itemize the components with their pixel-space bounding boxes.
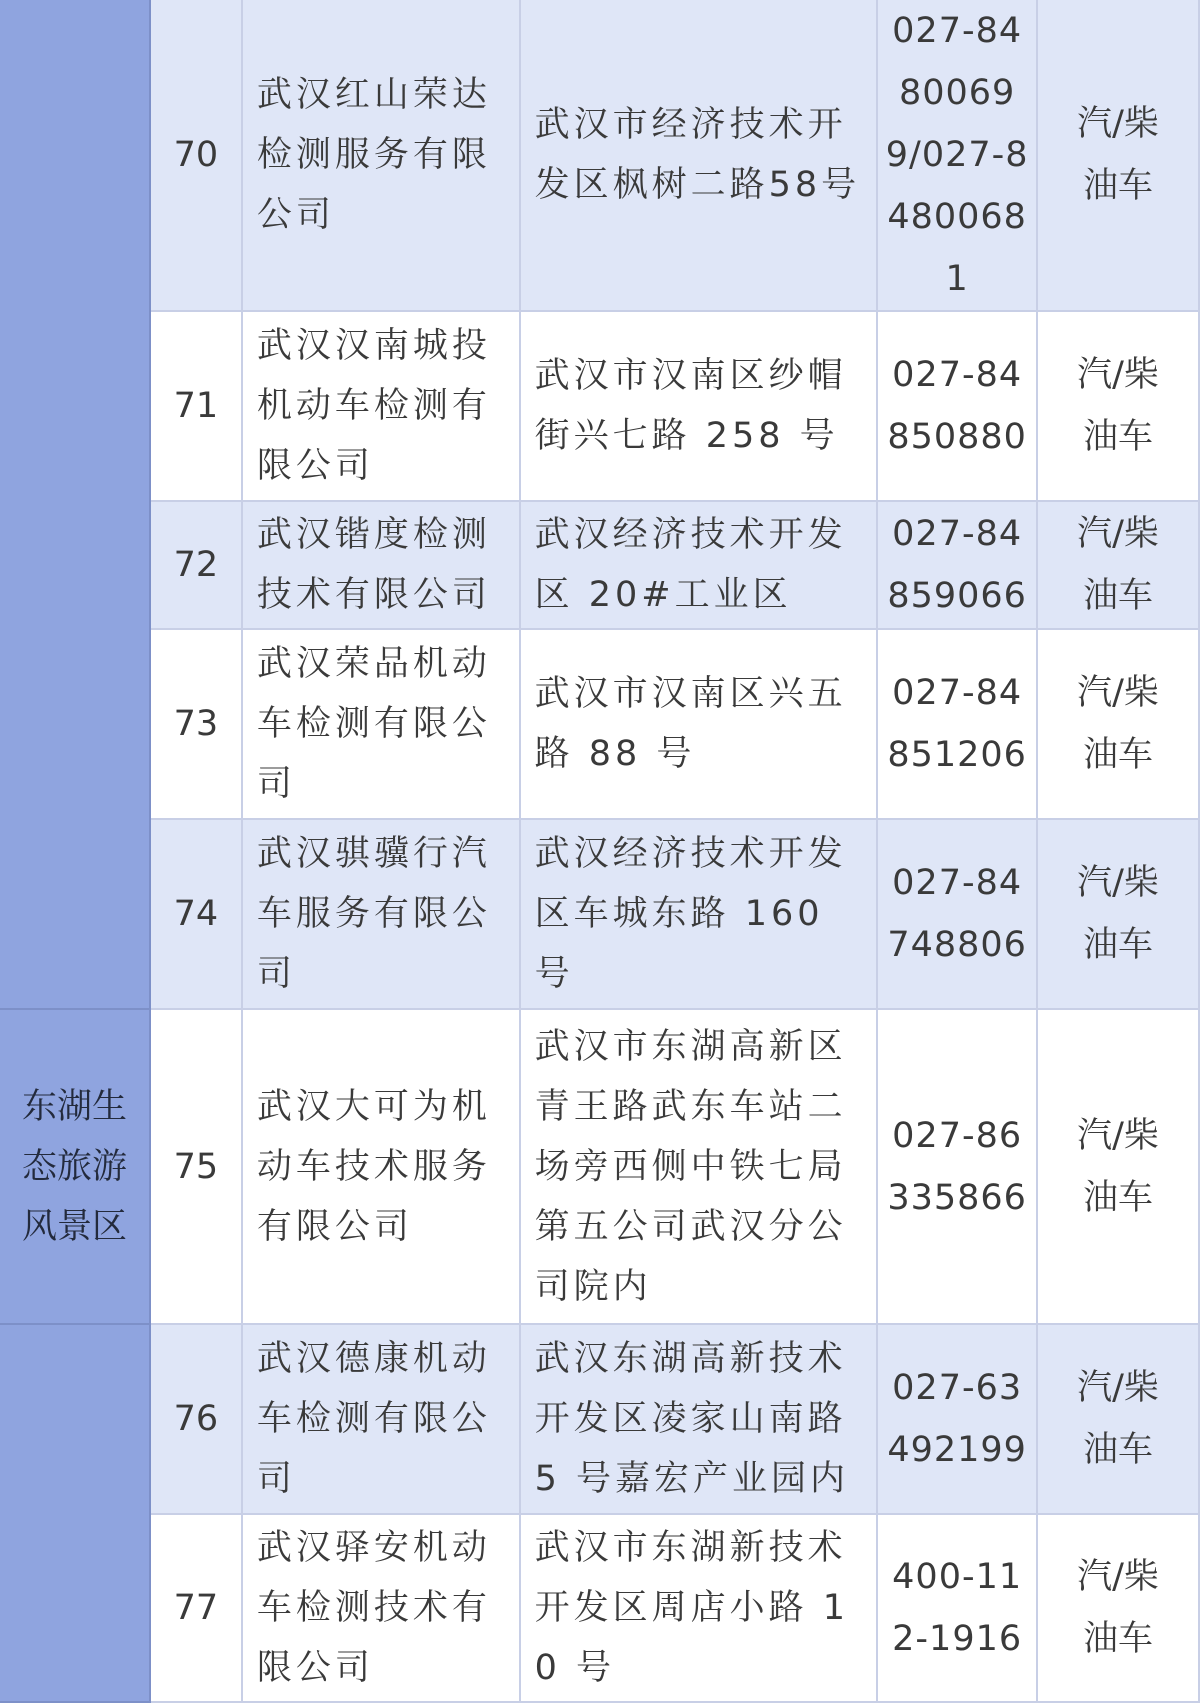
company-name: 武汉荣品机动车检测有限公司 (242, 629, 520, 819)
vehicle-type: 汽/柴 油车 (1037, 1009, 1199, 1324)
table-row (0, 629, 1199, 819)
vehicle-type: 汽/柴 油车 (1037, 819, 1199, 1009)
row-number: 71 (150, 311, 242, 501)
phone-number: 400-112-1916 (877, 1514, 1037, 1702)
company-address: 武汉市东湖新技术开发区周店小路 10 号 (520, 1514, 878, 1702)
vehicle-type: 汽/柴 油车 (1037, 311, 1199, 501)
region-name: 东湖生态旅游风景区 (0, 1009, 150, 1324)
table-row (0, 1009, 1199, 1324)
company-address: 武汉东湖高新技术开发区凌家山南路 5 号嘉宏产业园内 (520, 1324, 878, 1514)
company-address: 武汉经济技术开发区车城东路 160 号 (520, 819, 878, 1009)
company-name: 武汉红山荣达检测服务有限公司 (242, 0, 520, 311)
company-name: 武汉德康机动车检测有限公司 (242, 1324, 520, 1514)
phone-number: 027-84851206 (877, 629, 1037, 819)
vehicle-type: 汽/柴 油车 (1037, 1324, 1199, 1514)
table-row (0, 819, 1199, 1009)
company-name: 武汉锴度检测技术有限公司 (242, 501, 520, 629)
company-address: 武汉市汉南区兴五路 88 号 (520, 629, 878, 819)
table-row (0, 0, 1199, 311)
phone-number: 027-84748806 (877, 819, 1037, 1009)
company-address: 武汉市经济技术开发区枫树二路58号 (520, 0, 878, 311)
phone-number: 027-84859066 (877, 501, 1037, 629)
row-number: 74 (150, 819, 242, 1009)
vehicle-type: 汽/柴 油车 (1037, 629, 1199, 819)
phone-number: 027-86335866 (877, 1009, 1037, 1324)
row-number: 70 (150, 0, 242, 311)
region-cell-lower (0, 1324, 150, 1702)
company-name: 武汉骐骥行汽车服务有限公司 (242, 819, 520, 1009)
company-address: 武汉经济技术开发区 20#工业区 (520, 501, 878, 629)
company-name: 武汉汉南城投机动车检测有限公司 (242, 311, 520, 501)
company-address: 武汉市汉南区纱帽街兴七路 258 号 (520, 311, 878, 501)
row-number: 75 (150, 1009, 242, 1324)
region-cell-upper (0, 0, 150, 1009)
table-row (0, 311, 1199, 501)
phone-number: 027-84800699/027-84800681 (877, 0, 1037, 311)
vehicle-type: 汽/柴 油车 (1037, 501, 1199, 629)
row-number: 77 (150, 1514, 242, 1702)
table-row (0, 1324, 1199, 1514)
vehicle-type: 汽/柴 油车 (1037, 1514, 1199, 1702)
row-number: 76 (150, 1324, 242, 1514)
company-address: 武汉市东湖高新区青王路武东车站二场旁西侧中铁七局第五公司武汉分公司院内 (520, 1009, 878, 1324)
vehicle-type: 汽/柴 油车 (1037, 0, 1199, 311)
table-row (0, 501, 1199, 629)
row-number: 72 (150, 501, 242, 629)
row-number: 73 (150, 629, 242, 819)
table-row (0, 1514, 1199, 1702)
phone-number: 027-63492199 (877, 1324, 1037, 1514)
phone-number: 027-84850880 (877, 311, 1037, 501)
company-name: 武汉大可为机动车技术服务有限公司 (242, 1009, 520, 1324)
company-name: 武汉驿安机动车检测技术有限公司 (242, 1514, 520, 1702)
